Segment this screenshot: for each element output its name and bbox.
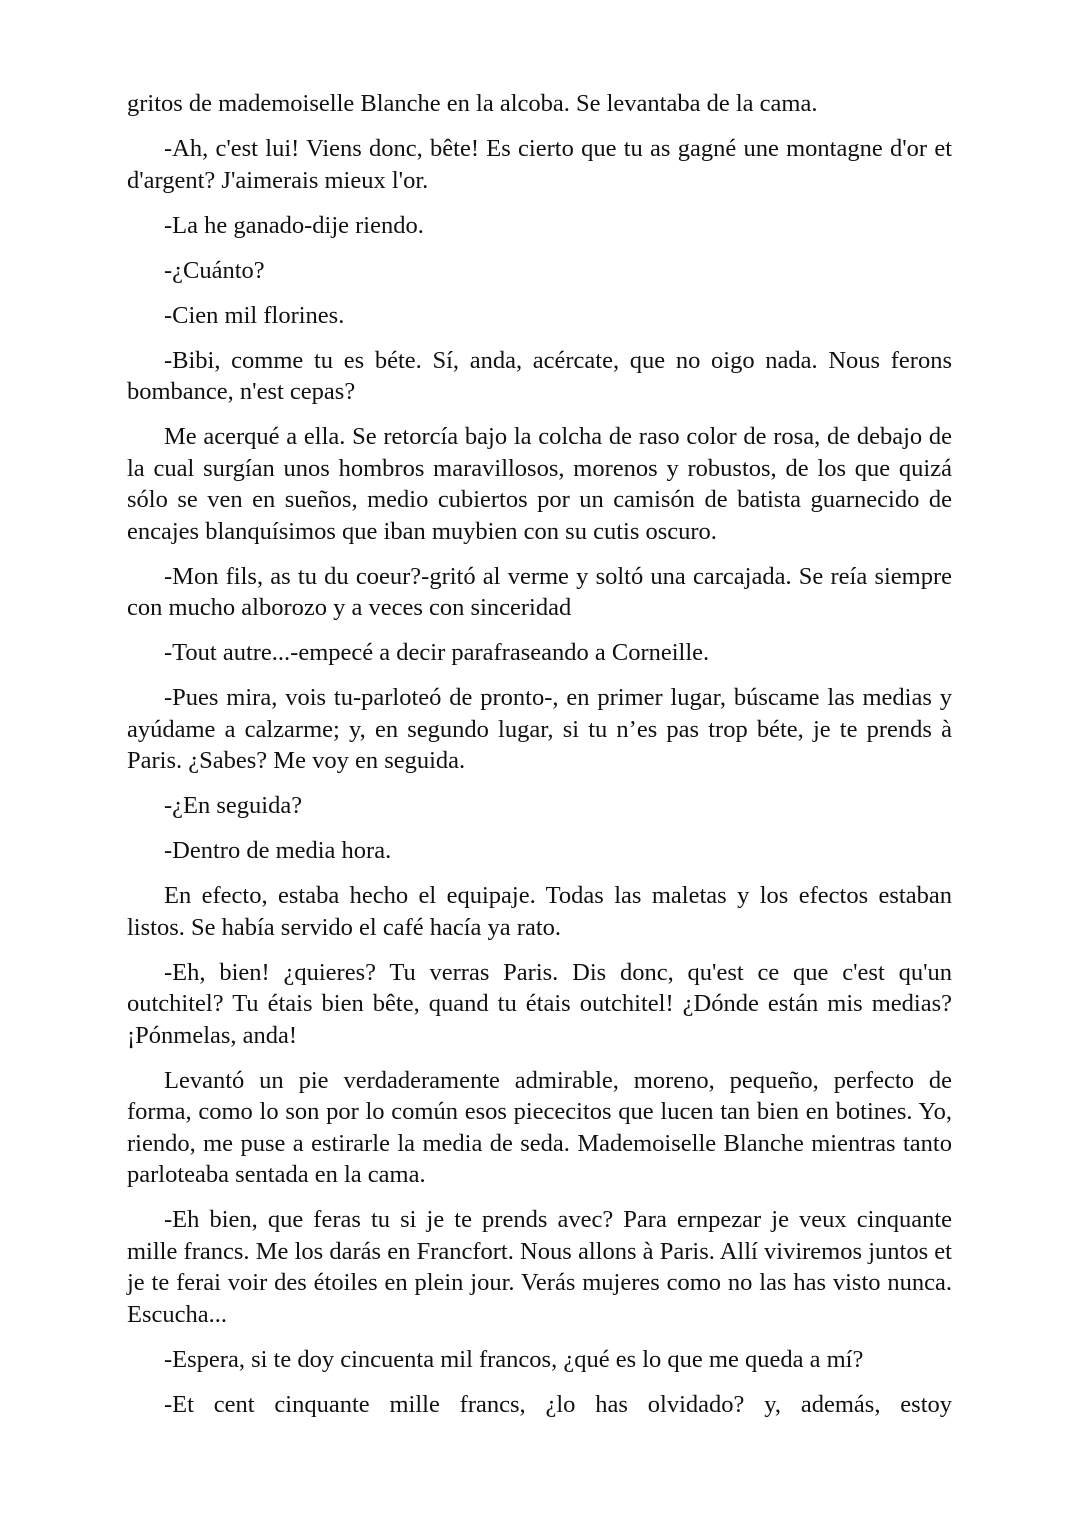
document-page <box>127 88 952 1420</box>
paragraph-18: -Et cent cinquante mille francs, ¿lo has olvidado? y, además, estoy <box>164 1390 952 1418</box>
paragraph-12: -Dentro de media hora. <box>164 837 392 864</box>
paragraph-4: -¿Cuánto? <box>164 256 265 284</box>
paragraph-11: -¿En seguida? <box>164 792 303 819</box>
paragraph-6: -Bibi, comme tu es béte. Sí, anda, acércate, que no oigo nada. Nous ferons bombance, n'est cepas? <box>127 346 952 405</box>
paragraph-10: -Pues mira, vois tu-parloteó de pronto-, en primer lugar, búscame las medias y ayúdame a calzarme; y, en segundo lugar, si tu n’es pas trop béte, je te prends à Paris. ¿Sabes? Me voy en seguida. <box>127 684 952 774</box>
paragraph-2: -Ah, c'est lui! Viens donc, bête! Es cierto que tu as gagné une montagne d'or et d'argent? J'aimerais mieux l'or. <box>127 135 952 194</box>
paragraph-3: -La he ganado-dije riendo. <box>164 211 424 239</box>
paragraph-17: -Espera, si te doy cincuenta mil francos, ¿qué es lo que me queda a mí? <box>164 1345 864 1373</box>
paragraph-9: -Tout autre...-empecé a decir parafraseando a Corneille. <box>164 639 710 666</box>
paragraph-1: gritos de mademoiselle Blanche en la alcoba. Se levantaba de la cama. <box>127 90 818 117</box>
paragraph-8: -Mon fils, as tu du coeur?-gritó al verme y soltó una carcajada. Se reía siempre con mucho alborozo y a veces con sinceridad <box>127 562 952 621</box>
paragraph-7: Me acerqué a ella. Se retorcía bajo la colcha de raso color de rosa, de debajo de la cual surgían unos hombros maravillosos, morenos y robustos, de los que quizá sólo se ven en sueños, medio cubiertos por un camisón de batista guarnecido de encajes blanquísimos que iban muybien con su cutis oscuro. <box>127 423 952 545</box>
paragraph-13: En efecto, estaba hecho el equipaje. Todas las maletas y los efectos estaban listos. Se había servido el café hacía ya rato. <box>127 882 952 941</box>
paragraph-15: Levantó un pie verdaderamente admirable, moreno, pequeño, perfecto de forma, como lo son por lo común esos piececitos que lucen tan bien en botines. Yo, riendo, me puse a estirarle la media de seda. Mademoiselle Blanche mientras tanto parloteaba sentada en la cama. <box>127 1066 952 1188</box>
paragraph-16: -Eh bien, que feras tu si je te prends avec? Para ernpezar je veux cinquante mille francs. Me los darás en Francfort. Nous allons à Paris. Allí viviremos juntos et je te ferai voir des étoiles en plein jour. Verás mujeres como no las has visto nunca. Escucha... <box>127 1206 952 1328</box>
paragraph-14: -Eh, bien! ¿quieres? Tu verras Paris. Dis donc, qu'est ce que c'est qu'un outchitel? Tu étais bien bête, quand tu étais outchitel! ¿Dónde están mis medias? ¡Pónmelas, anda! <box>127 958 952 1049</box>
paragraph-5: -Cien mil florines. <box>164 301 345 329</box>
